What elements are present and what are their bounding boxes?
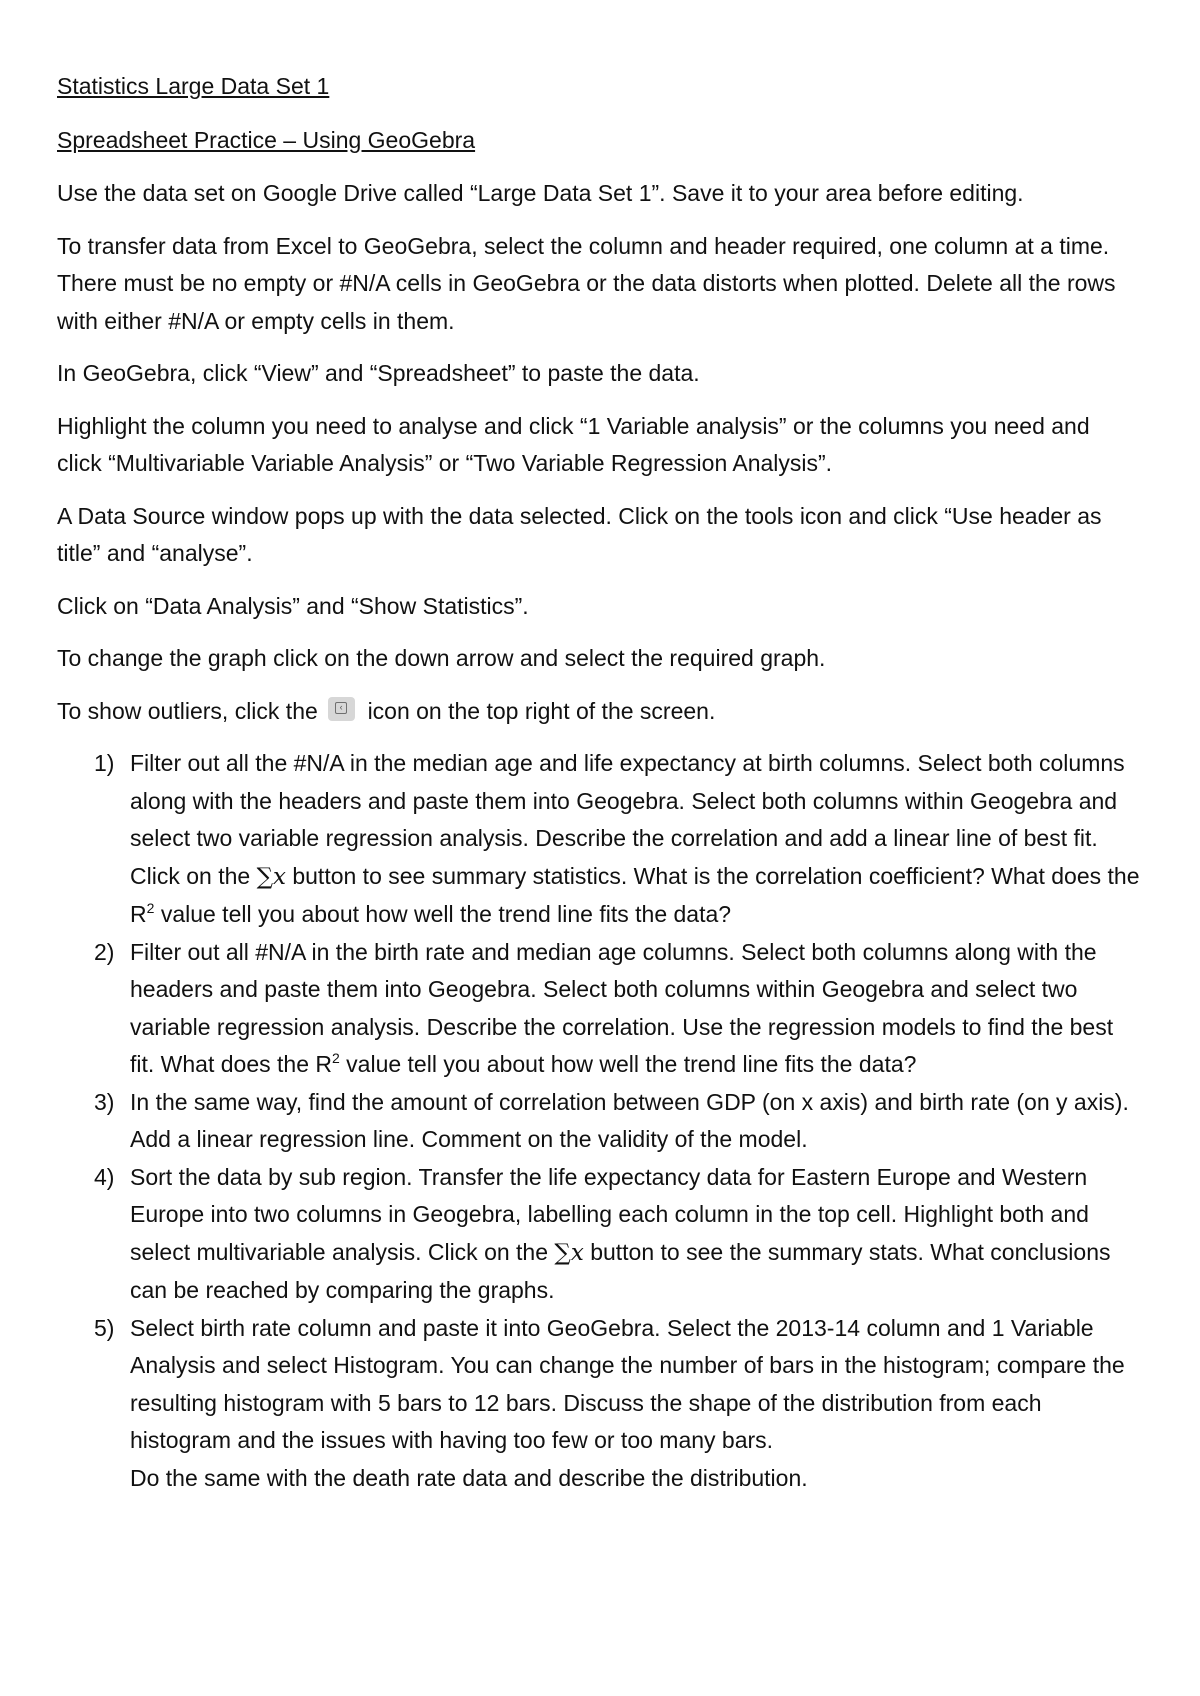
page-subtitle: Spreadsheet Practice – Using GeoGebra — [57, 126, 476, 153]
task-text-part: button to see summary statistics. What is the correlation coefficient? What does the R — [130, 862, 1140, 927]
paragraph-show-outliers — [57, 693, 1140, 731]
paragraph-show-statistics: Click on “Data Analysis” and “Show Statistics”. — [57, 592, 529, 619]
task-text-part: button to see the summary stats. What conclusions can be reached by comparing the graphs. — [130, 1238, 1111, 1303]
task-text-part: Sort the data by sub region. Transfer the life expectancy data for Eastern Europe and Western Europe into two columns in Geogebra, labelling each column in the top cell. Highlight both and select multivariable analysis. Click on the — [130, 1163, 1089, 1265]
task-number: 4) — [94, 1163, 115, 1190]
paragraph-view-spreadsheet: In GeoGebra, click “View” and “Spreadsheet” to paste the data. — [57, 360, 700, 386]
task-text: Select birth rate column and paste it into GeoGebra. Select the 2013-14 column and 1 Variable Analysis and select Histogram. You can change the number of bars in the histogram; compare the resulting histogram with 5 bars to 12 bars. Discuss the shape of the distribution from each histogram and the issues with having too few or too many bars. — [130, 1314, 1125, 1453]
task-text-part: value tell you about how well the trend line fits the data? — [160, 901, 732, 927]
task-text-part: Click on the — [130, 862, 251, 889]
task-text — [130, 1159, 1140, 1310]
task-number: 3) — [94, 1088, 115, 1115]
task-item — [57, 1084, 1140, 1159]
task-number: 1) — [94, 750, 115, 776]
paragraph-highlight-column: Highlight the column you need to analyse and click “1 Variable analysis” or the columns you need and click “Multivariable Variable Analysis” or “Two Variable Regression Analysis”. — [57, 412, 1090, 476]
task-text-part: Filter out all #N/A in the birth rate and median age columns. Select both columns along with the headers and paste them into Geogebra. Select both columns within Geogebra and select two variable regression analysis. Describe the correlation. Use the regression models to find the best fit. What does the R — [130, 938, 1114, 1077]
task-item — [57, 745, 1140, 934]
summation-icon: ∑x — [256, 863, 286, 890]
show-outliers-icon: ‹ — [328, 697, 355, 721]
task-text-part: value tell you about how well the trend line fits the data? — [346, 1051, 917, 1077]
task-text: Filter out all the #N/A in the median age and life expectancy at birth columns. Select both columns along with the headers and paste them into Geogebra. Select both columns within Geogebra and select two variable regression analysis. Describe the correlation and add a linear line of best fit. — [130, 750, 1125, 851]
task-item — [57, 1310, 1140, 1498]
paragraph-transfer-instructions: To transfer data from Excel to GeoGebra, select the column and header required, one column at a time. There must be no empty or #N/A cells in GeoGebra or the data distorts when plotted. Delete all the rows with either #N/A or empty cells in them. — [57, 232, 1116, 334]
paragraph-data-source: Use the data set on Google Drive called “Large Data Set 1”. Save it to your area before editing. — [57, 180, 1024, 206]
task-item — [57, 934, 1140, 1084]
task-followup — [130, 858, 1140, 934]
superscript: 2 — [331, 1050, 340, 1066]
task-followup: Do the same with the death rate data and describe the distribution. — [130, 1464, 808, 1491]
task-list — [57, 745, 1140, 1497]
summation-icon: ∑x — [554, 1239, 584, 1266]
outliers-text-after: icon on the top right of the screen. — [367, 697, 716, 724]
paragraph-data-source-window: A Data Source window pops up with the data selected. Click on the tools icon and click “Use header as title” and “analyse”. — [57, 502, 1102, 566]
task-item — [57, 1159, 1140, 1310]
page-title: Statistics Large Data Set 1 — [57, 73, 330, 99]
outliers-text-before: To show outliers, click the — [57, 697, 318, 724]
superscript: 2 — [146, 900, 155, 916]
paragraph-change-graph: To change the graph click on the down arrow and select the required graph. — [57, 645, 826, 671]
task-text: In the same way, find the amount of correlation between GDP (on x axis) and birth rate (on y axis). Add a linear regression line. Comment on the validity of the model. — [130, 1088, 1129, 1152]
task-number: 5) — [94, 1314, 115, 1341]
task-text — [130, 934, 1140, 1084]
task-number: 2) — [94, 938, 115, 965]
